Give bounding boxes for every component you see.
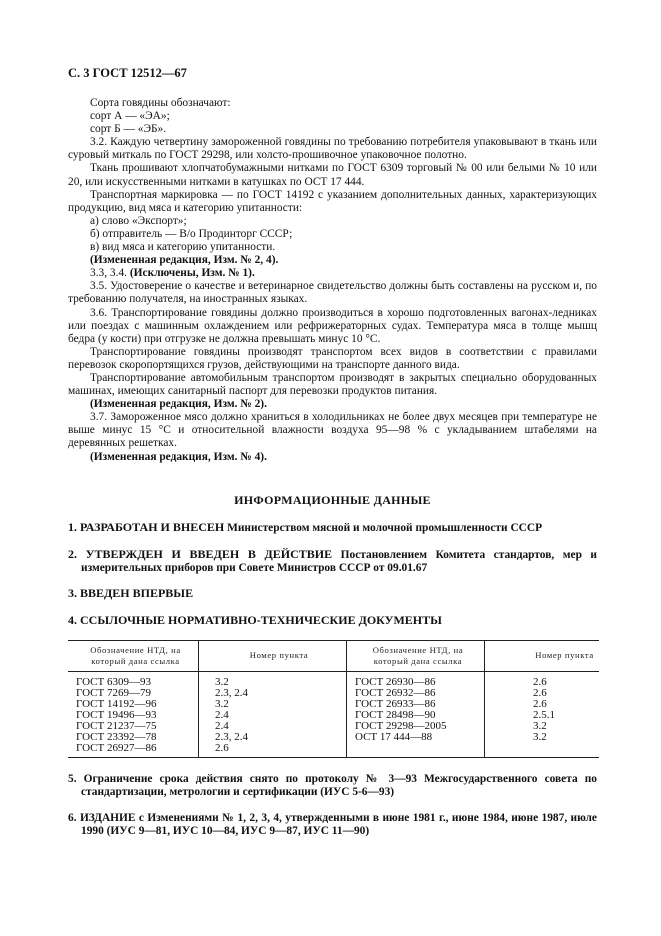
table-cell: 2.5.1	[485, 710, 600, 721]
table-cell	[485, 743, 600, 758]
paragraph: 3.6. Транспортирование говядины должно производиться в хорошо подготовленных вагонах-ледниках или поездах с машинным охлаждением или рефрижераторных судах. Температура мяса в толще мышц бедра (у кости) при отгрузке не должна превышать минус 10 °С.	[68, 306, 597, 345]
paragraph: Сорта говядины обозначают:	[90, 97, 231, 109]
table-cell: 2.4	[199, 721, 347, 732]
paragraph: Транспортная маркировка — по ГОСТ 14192 с указанием дополнительных данных, характеризующих продукцию, вид мяса и категорию упитанности:	[68, 188, 597, 214]
info-item-4	[68, 614, 597, 627]
clause-number: 3.3, 3.4.	[90, 267, 130, 280]
amendment-note: (Исключены, Изм. № 1).	[129, 267, 255, 280]
column-header: Номер пункта	[485, 641, 600, 672]
amendment-note: (Измененная редакция, Изм. № 4).	[90, 450, 267, 463]
paragraph: Транспортирование автомобильным транспортом производят в закрытых специально оборудованных машинах, имеющих санитарный паспорт для перевозки продуктов питания.	[68, 371, 597, 398]
info-item-1	[68, 521, 597, 535]
paragraph: 3.2. Каждую четвертину замороженной говядины по требованию потребителя упаковывают в ткань или суровый миткаль по ГОСТ 29298, или холсто-прошивочное упаковочное полотно.	[68, 136, 597, 162]
column-header: Номер пункта	[199, 641, 347, 672]
list-item: б) отправитель — В/о Продинторг СССР;	[90, 227, 293, 240]
reference-table	[68, 640, 599, 758]
item-heading: 3. ВВЕДЕН ВПЕРВЫЕ	[68, 586, 194, 600]
paragraph	[68, 267, 597, 280]
paragraph: 3.7. Замороженное мясо должно храниться в холодильниках не более двух месяцев при температуре не выше минус 15 °С и относительной влажности воздуха 95—98 % с укладыванием штабелями на деревянных решетках.	[68, 411, 597, 450]
paragraph: Ткань прошивают хлопчатобумажными нитками по ГОСТ 6309 торговый № 00 или белыми № 10 или 20, или искусственными нитками в катушках по ОСТ 17 444.	[68, 162, 597, 188]
item-text: Постановлением Комитета стандартов, мер и измерительных приборов при Совете Министров СССР от 09.01.67	[81, 549, 597, 574]
item-text: Министерством мясной и молочной промышленности СССР	[224, 522, 543, 534]
table-cell: 2.3, 2.4	[199, 688, 347, 699]
amendment-note: (Измененная редакция, Изм. № 2).	[90, 398, 267, 411]
table-cell: ГОСТ 21237—75	[76, 720, 157, 732]
paragraph: Транспортирование говядины производят транспортом всех видов в соответствии с правилами перевозок скоропортящихся грузов, действующими на транспорте данного вида.	[68, 345, 597, 371]
section-title: ИНФОРМАЦИОННЫЕ ДАННЫЕ	[234, 493, 431, 507]
info-item-3	[68, 587, 597, 600]
table-cell: 3.2	[199, 672, 347, 689]
table-row	[68, 743, 599, 758]
amendment-note: (Измененная редакция, Изм. № 2, 4).	[90, 254, 279, 267]
table-cell: 2.6	[199, 743, 347, 758]
item-text: 5. Ограничение срока действия снято по протоколу № 3—93 Межгосударственного совета по стандартизации, метрологии и сертификации (ИУС 5-6—93)	[68, 773, 597, 798]
table-cell	[347, 743, 485, 758]
list-item: а) слово «Экспорт»;	[90, 214, 187, 227]
table-cell: ГОСТ 26930—86	[347, 672, 485, 689]
info-title-block	[68, 494, 597, 507]
table-cell: 3.2	[199, 699, 347, 710]
page-header: С. 3 ГОСТ 12512—67	[68, 66, 187, 80]
table-cell: ГОСТ 19496—93	[76, 709, 157, 721]
item-heading: 4. ССЫЛОЧНЫЕ НОРМАТИВНО-ТЕХНИЧЕСКИЕ ДОКУМЕНТЫ	[68, 613, 442, 627]
table-cell: 2.6	[485, 699, 600, 710]
paragraph: сорт А — «ЭА»;	[90, 110, 170, 123]
table-cell: 3.2	[485, 732, 600, 743]
list-item: в) вид мяса и категорию упитанности.	[90, 241, 276, 254]
table-cell: 2.4	[199, 710, 347, 721]
table-cell: 3.2	[485, 721, 600, 732]
info-item-5	[68, 773, 597, 799]
body-text	[68, 97, 597, 464]
table-cell: ОСТ 17 444—88	[347, 732, 485, 743]
item-heading: 2. УТВЕРЖДЕН И ВВЕДЕН В ДЕЙСТВИЕ	[68, 547, 333, 561]
column-header: Обозначение НТД, на который дана ссылка	[68, 641, 199, 672]
table-cell: 2.3, 2.4	[199, 732, 347, 743]
table-cell: ГОСТ 23392—78	[76, 731, 157, 743]
table-cell: ГОСТ 28498—90	[347, 710, 485, 721]
table-cell: ГОСТ 7269—79	[76, 687, 151, 699]
table-cell: ГОСТ 14192—96	[76, 698, 157, 710]
table-cell: ГОСТ 29298—2005	[347, 721, 485, 732]
column-header: Обозначение НТД, на который дана ссылка	[347, 641, 485, 672]
info-item-6	[68, 812, 597, 838]
table-cell: ГОСТ 26932—86	[347, 688, 485, 699]
paragraph: сорт Б — «ЭБ».	[90, 123, 167, 136]
info-item-2	[68, 548, 597, 575]
table-row	[68, 672, 599, 689]
table-header-row	[68, 641, 599, 672]
paragraph: 3.5. Удостоверение о качестве и ветеринарное свидетельство должны быть составлены на русском и, по требованию получателя, на иностранных языках.	[68, 280, 597, 306]
table-cell: ГОСТ 6309—93	[76, 676, 151, 688]
table-cell: 2.6	[485, 688, 600, 699]
item-heading: 1. РАЗРАБОТАН И ВНЕСЕН	[68, 520, 225, 534]
table-cell: ГОСТ 26927—86	[68, 743, 199, 758]
item-text: 6. ИЗДАНИЕ с Изменениями № 1, 2, 3, 4, утвержденными в июне 1981 г., июне 1984, июне 1987, июле 1990 (ИУС 9—81, ИУС 10—84, ИУС 9—87, ИУС 11—90)	[68, 812, 597, 837]
table-cell: ГОСТ 26933—86	[347, 699, 485, 710]
table-cell: 2.6	[485, 672, 600, 689]
